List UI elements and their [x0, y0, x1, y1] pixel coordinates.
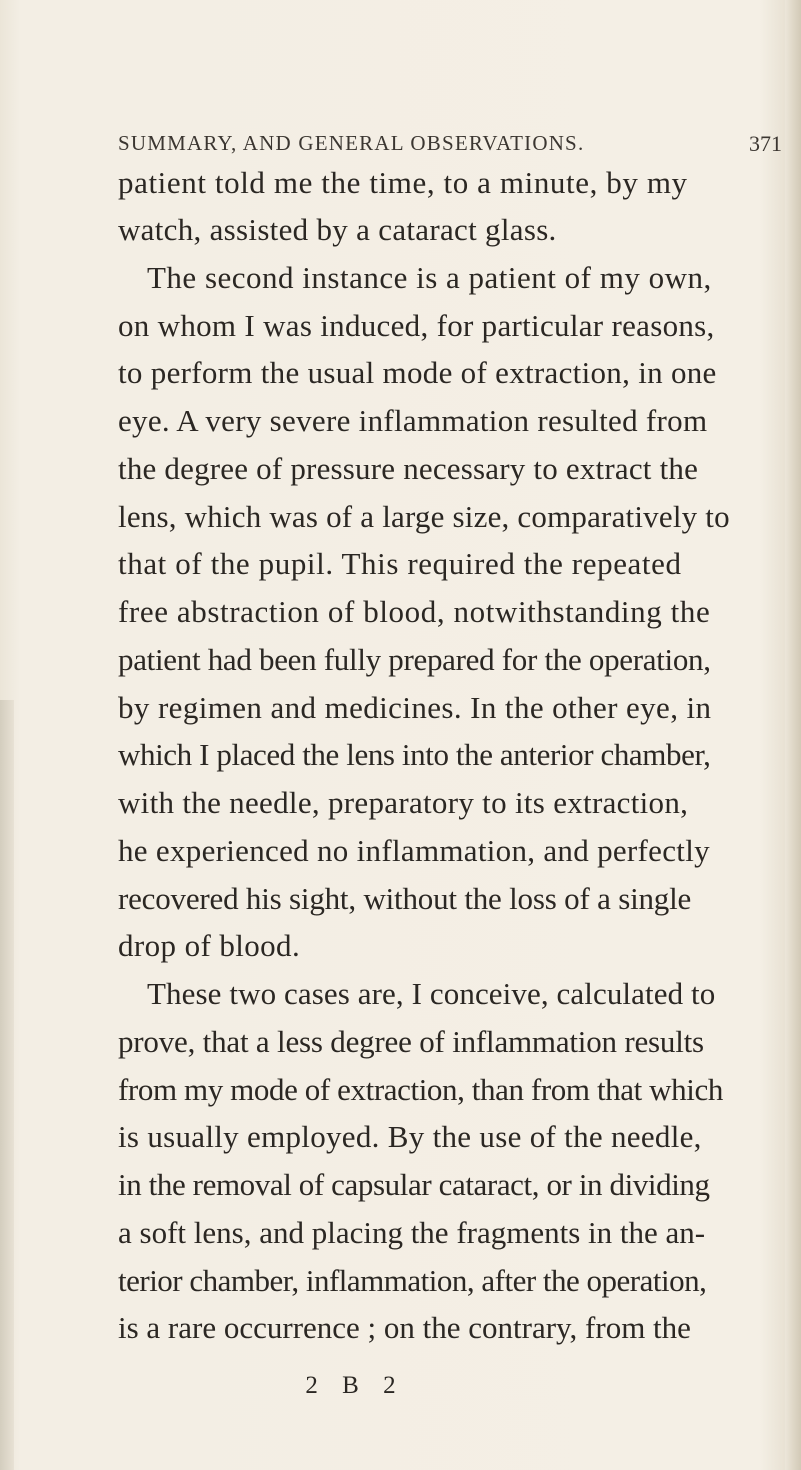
text-line: on whom I was induced, for particular reasons,: [118, 308, 715, 343]
text-line: patient had been fully prepared for the operation,: [118, 642, 711, 677]
signature-mark: 2 B 2: [305, 1372, 405, 1399]
text-line: These two cases are, I conceive, calculated to: [147, 976, 716, 1011]
text-line: is a rare occurrence ; on the contrary, from the: [118, 1310, 691, 1345]
text-line: the degree of pressure necessary to extract the: [118, 451, 699, 486]
text-line: terior chamber, inflammation, after the operation,: [118, 1263, 707, 1298]
text-line: to perform the usual mode of extraction, in one: [118, 355, 717, 390]
text-line: The second instance is a patient of my own,: [147, 260, 712, 295]
text-line: drop of blood.: [118, 928, 301, 963]
text-line: watch, assisted by a cataract glass.: [118, 212, 557, 247]
page-number: 371: [749, 131, 782, 156]
text-line: free abstraction of blood, notwithstanding the: [118, 594, 711, 629]
text-line: in the removal of capsular cataract, or in dividing: [118, 1167, 710, 1202]
text-line: which I placed the lens into the anterior chamber,: [118, 737, 711, 772]
text-line: recovered his sight, without the loss of a single: [118, 881, 692, 916]
text-line: with the needle, preparatory to its extraction,: [118, 785, 689, 820]
running-head: [118, 131, 782, 161]
text-line: that of the pupil. This required the repeated: [118, 546, 682, 581]
text-line: prove, that a less degree of inflammation results: [118, 1024, 704, 1059]
running-head-title: SUMMARY, AND GENERAL OBSERVATIONS.: [118, 131, 585, 155]
text-line: lens, which was of a large size, comparatively to: [118, 499, 730, 534]
text-line: a soft lens, and placing the fragments in the an-: [118, 1215, 706, 1250]
page-left-shadow: [0, 700, 14, 1470]
text-line: is usually employed. By the use of the needle,: [118, 1119, 702, 1154]
text-line: from my mode of extraction, than from that which: [118, 1072, 723, 1107]
text-line: by regimen and medicines. In the other eye, in: [118, 690, 712, 725]
text-line: patient told me the time, to a minute, by my: [118, 165, 688, 200]
text-line: eye. A very severe inflammation resulted from: [118, 403, 708, 438]
text-line: he experienced no inflammation, and perfectly: [118, 833, 710, 868]
page-right-edge: [785, 0, 801, 1470]
